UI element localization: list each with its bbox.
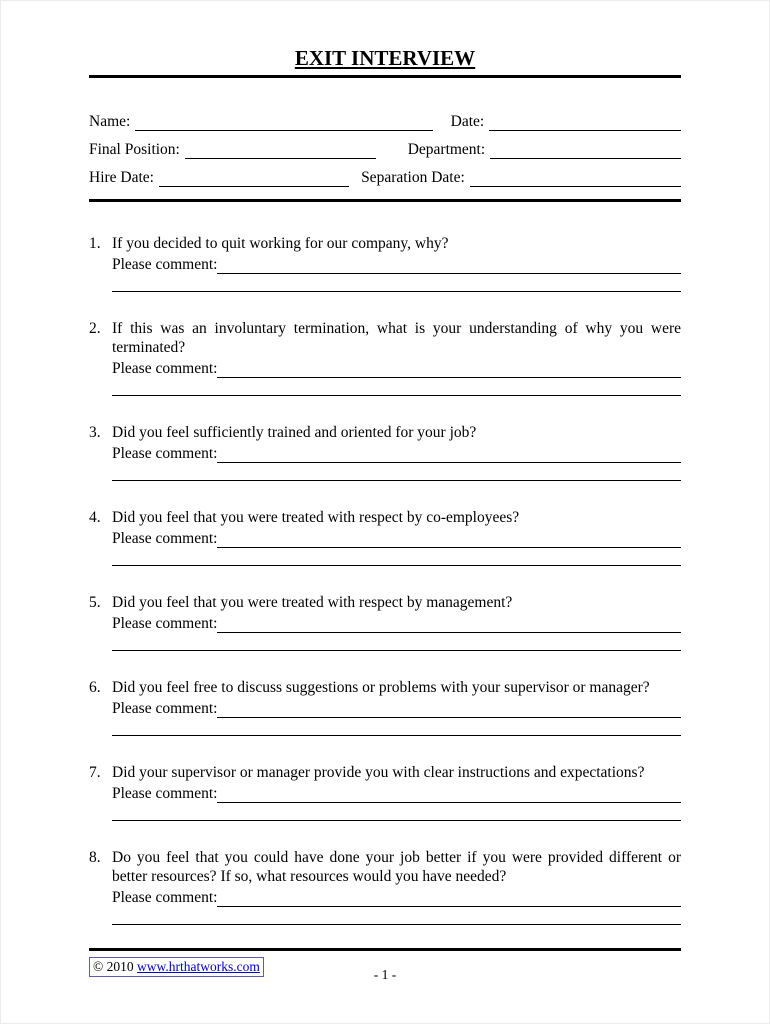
comment-label: Please comment: xyxy=(112,360,218,377)
field-row-name-date xyxy=(89,112,681,131)
comment-field-line2[interactable] xyxy=(112,378,681,396)
separation-date-field[interactable] xyxy=(470,170,681,187)
question-text: If this was an involuntary termination, what is your understanding of why you were terminated? xyxy=(112,320,681,356)
question-number: 4. xyxy=(89,509,101,526)
question-number: 5. xyxy=(89,594,101,611)
hire-date-label: Hire Date: xyxy=(89,169,154,186)
comment-label: Please comment: xyxy=(112,256,218,273)
comment-field[interactable] xyxy=(217,616,681,633)
name-label: Name: xyxy=(89,113,131,130)
question-text: Did you feel that you were treated with respect by management? xyxy=(112,594,513,611)
page-title xyxy=(89,45,681,71)
department-label: Department: xyxy=(407,141,486,158)
comment-field[interactable] xyxy=(217,361,681,378)
final-position-field[interactable] xyxy=(185,142,376,159)
question-number: 2. xyxy=(89,320,101,337)
field-row-position-department xyxy=(89,140,681,159)
comment-field-line2[interactable] xyxy=(112,907,681,925)
question-7 xyxy=(89,763,681,821)
hire-date-field[interactable] xyxy=(159,170,349,187)
question-number: 6. xyxy=(89,679,101,696)
header-fields xyxy=(89,112,681,187)
field-row-hire-separation xyxy=(89,168,681,187)
comment-label: Please comment: xyxy=(112,700,218,717)
comment-field[interactable] xyxy=(217,446,681,463)
question-5 xyxy=(89,593,681,651)
comment-field-line2[interactable] xyxy=(112,718,681,736)
comment-field-line2[interactable] xyxy=(112,548,681,566)
comment-label: Please comment: xyxy=(112,889,218,906)
question-6 xyxy=(89,678,681,736)
question-text: Did your supervisor or manager provide you with clear instructions and expectations? xyxy=(112,764,645,781)
question-number: 8. xyxy=(89,849,101,866)
question-text: If you decided to quit working for our company, why? xyxy=(112,235,449,252)
question-1 xyxy=(89,234,681,292)
comment-field[interactable] xyxy=(217,890,681,907)
separation-date-label: Separation Date: xyxy=(361,169,465,186)
page-number: - 1 - xyxy=(373,967,397,982)
comment-field-line2[interactable] xyxy=(112,803,681,821)
comment-label: Please comment: xyxy=(112,615,218,632)
department-field[interactable] xyxy=(490,142,681,159)
comment-field-line2[interactable] xyxy=(112,633,681,651)
comment-label: Please comment: xyxy=(112,785,218,802)
question-8 xyxy=(89,848,681,925)
comment-field[interactable] xyxy=(217,531,681,548)
question-4 xyxy=(89,508,681,566)
question-number: 3. xyxy=(89,424,101,441)
comment-label: Please comment: xyxy=(112,530,218,547)
questions-list xyxy=(89,234,681,925)
question-2 xyxy=(89,319,681,396)
question-text: Do you feel that you could have done your job better if you were provided different or better resources? If so, what resources would you have needed? xyxy=(112,849,681,885)
final-position-label: Final Position: xyxy=(89,141,180,158)
website-link[interactable]: www.hrthatworks.com xyxy=(137,959,260,974)
question-3 xyxy=(89,423,681,481)
name-field[interactable] xyxy=(135,114,432,131)
footer-divider xyxy=(89,948,681,951)
comment-field-line2[interactable] xyxy=(112,463,681,481)
comment-label: Please comment: xyxy=(112,445,218,462)
comment-field[interactable] xyxy=(217,786,681,803)
comment-field[interactable] xyxy=(217,701,681,718)
section-divider xyxy=(89,199,681,202)
page-footer xyxy=(89,948,681,983)
date-label: Date: xyxy=(450,113,485,130)
question-number: 7. xyxy=(89,764,101,781)
copyright-prefix: © 2010 xyxy=(93,959,138,974)
question-text: Did you feel free to discuss suggestions or problems with your supervisor or manager? xyxy=(112,679,650,696)
comment-field-line2[interactable] xyxy=(112,274,681,292)
question-text: Did you feel that you were treated with respect by co-employees? xyxy=(112,509,520,526)
question-number: 1. xyxy=(89,235,101,252)
date-field[interactable] xyxy=(489,114,681,131)
page-title-text: EXIT INTERVIEW xyxy=(294,46,476,70)
title-divider xyxy=(89,75,681,78)
comment-field[interactable] xyxy=(217,257,681,274)
question-text: Did you feel sufficiently trained and oriented for your job? xyxy=(112,424,477,441)
